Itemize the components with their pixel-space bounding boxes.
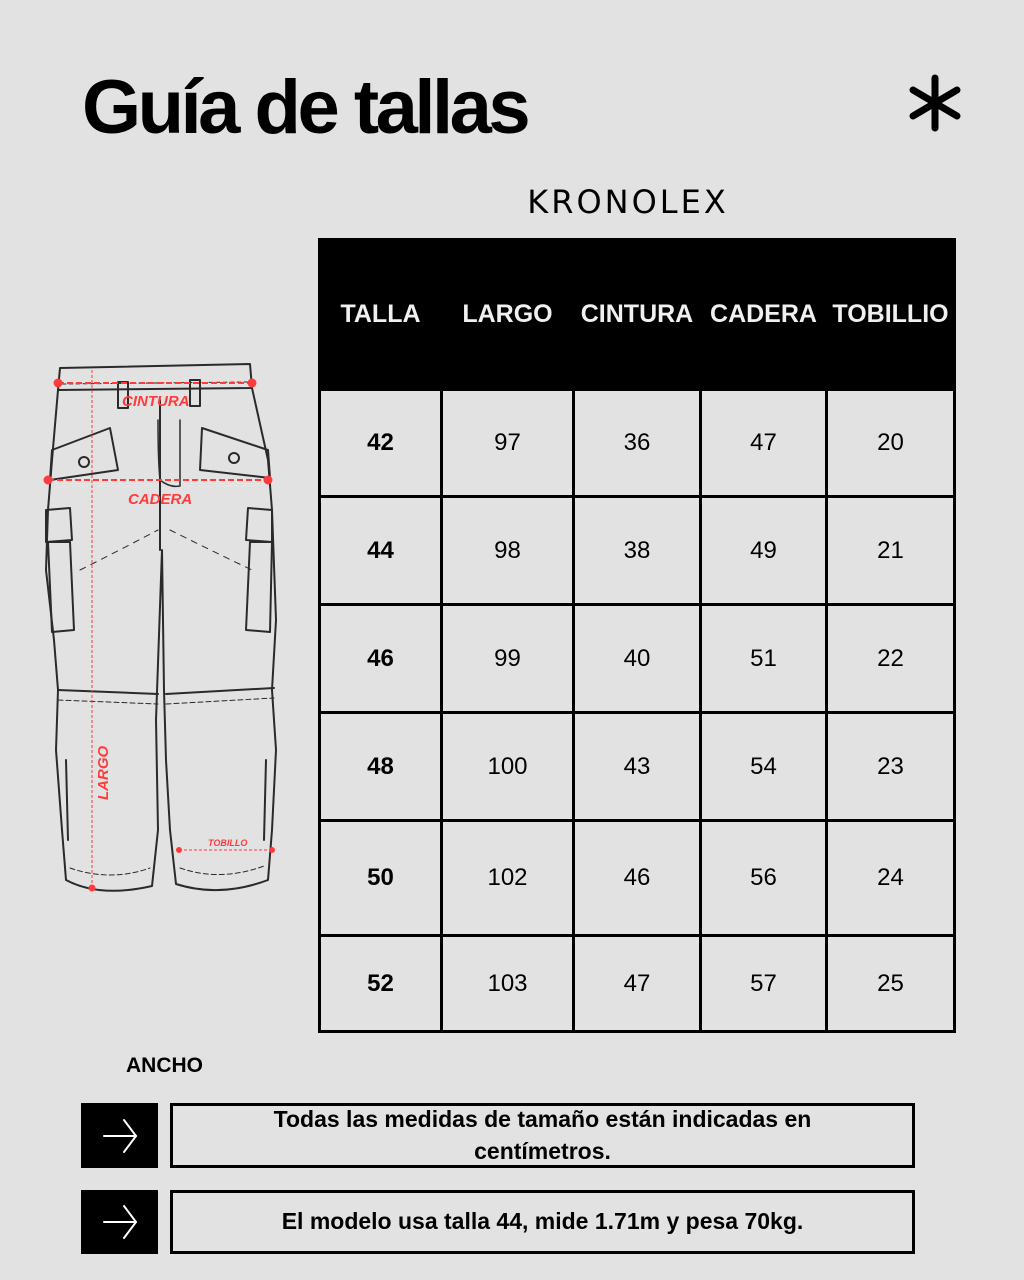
cell-cintura: 47 — [574, 936, 701, 1032]
cell-cintura: 38 — [574, 497, 701, 605]
cell-tobillio: 24 — [827, 821, 955, 936]
note-item — [81, 1190, 921, 1254]
page-title: Guía de tallas — [82, 65, 528, 150]
column-header-cintura: CINTURA — [574, 240, 701, 390]
cell-cadera: 49 — [701, 497, 827, 605]
label-largo: LARGO — [95, 745, 112, 800]
table-row — [320, 936, 955, 1032]
cell-tobillio: 21 — [827, 497, 955, 605]
cell-cadera: 54 — [701, 713, 827, 821]
cell-tobillio: 20 — [827, 390, 955, 497]
table-row — [320, 390, 955, 497]
brand-name: KRONOLEX — [527, 183, 729, 221]
section-label-ancho: ANCHO — [126, 1054, 203, 1077]
cell-size: 48 — [320, 713, 442, 821]
cell-cadera: 56 — [701, 821, 827, 936]
table-row — [320, 821, 955, 936]
cell-size: 50 — [320, 821, 442, 936]
note-item — [81, 1103, 921, 1168]
arrow-badge — [81, 1103, 158, 1168]
label-tobillo: TOBILLO — [208, 838, 248, 848]
table-row — [320, 713, 955, 821]
arrow-badge — [81, 1190, 158, 1254]
cell-largo: 100 — [442, 713, 574, 821]
cell-cintura: 46 — [574, 821, 701, 936]
cell-tobillio: 23 — [827, 713, 955, 821]
cell-largo: 102 — [442, 821, 574, 936]
cell-cintura: 43 — [574, 713, 701, 821]
cell-tobillio: 25 — [827, 936, 955, 1032]
table-header-row — [320, 240, 955, 390]
arrow-right-icon — [100, 1202, 140, 1242]
cell-size: 46 — [320, 605, 442, 713]
column-header-tobillio: TOBILLIO — [827, 240, 955, 390]
asterisk-icon — [906, 72, 964, 134]
cell-largo: 103 — [442, 936, 574, 1032]
cell-cadera: 51 — [701, 605, 827, 713]
label-cadera: CADERA — [128, 491, 193, 508]
cell-cintura: 40 — [574, 605, 701, 713]
note-text: Todas las medidas de tamaño están indicadas en centímetros. — [170, 1103, 915, 1168]
cell-largo: 97 — [442, 390, 574, 497]
cell-largo: 98 — [442, 497, 574, 605]
cell-cadera: 47 — [701, 390, 827, 497]
arrow-right-icon — [100, 1116, 140, 1156]
cell-cadera: 57 — [701, 936, 827, 1032]
cell-cintura: 36 — [574, 390, 701, 497]
table-row — [320, 605, 955, 713]
column-header-largo: LARGO — [442, 240, 574, 390]
pants-measurement-diagram — [40, 360, 280, 900]
label-cintura: CINTURA — [122, 393, 190, 410]
column-header-cadera: CADERA — [701, 240, 827, 390]
table-row — [320, 497, 955, 605]
cell-tobillio: 22 — [827, 605, 955, 713]
note-text: El modelo usa talla 44, mide 1.71m y pesa 70kg. — [170, 1190, 915, 1254]
size-table — [318, 238, 956, 1033]
cell-size: 44 — [320, 497, 442, 605]
column-header-talla: TALLA — [320, 240, 442, 390]
cell-size: 52 — [320, 936, 442, 1032]
cell-size: 42 — [320, 390, 442, 497]
cell-largo: 99 — [442, 605, 574, 713]
